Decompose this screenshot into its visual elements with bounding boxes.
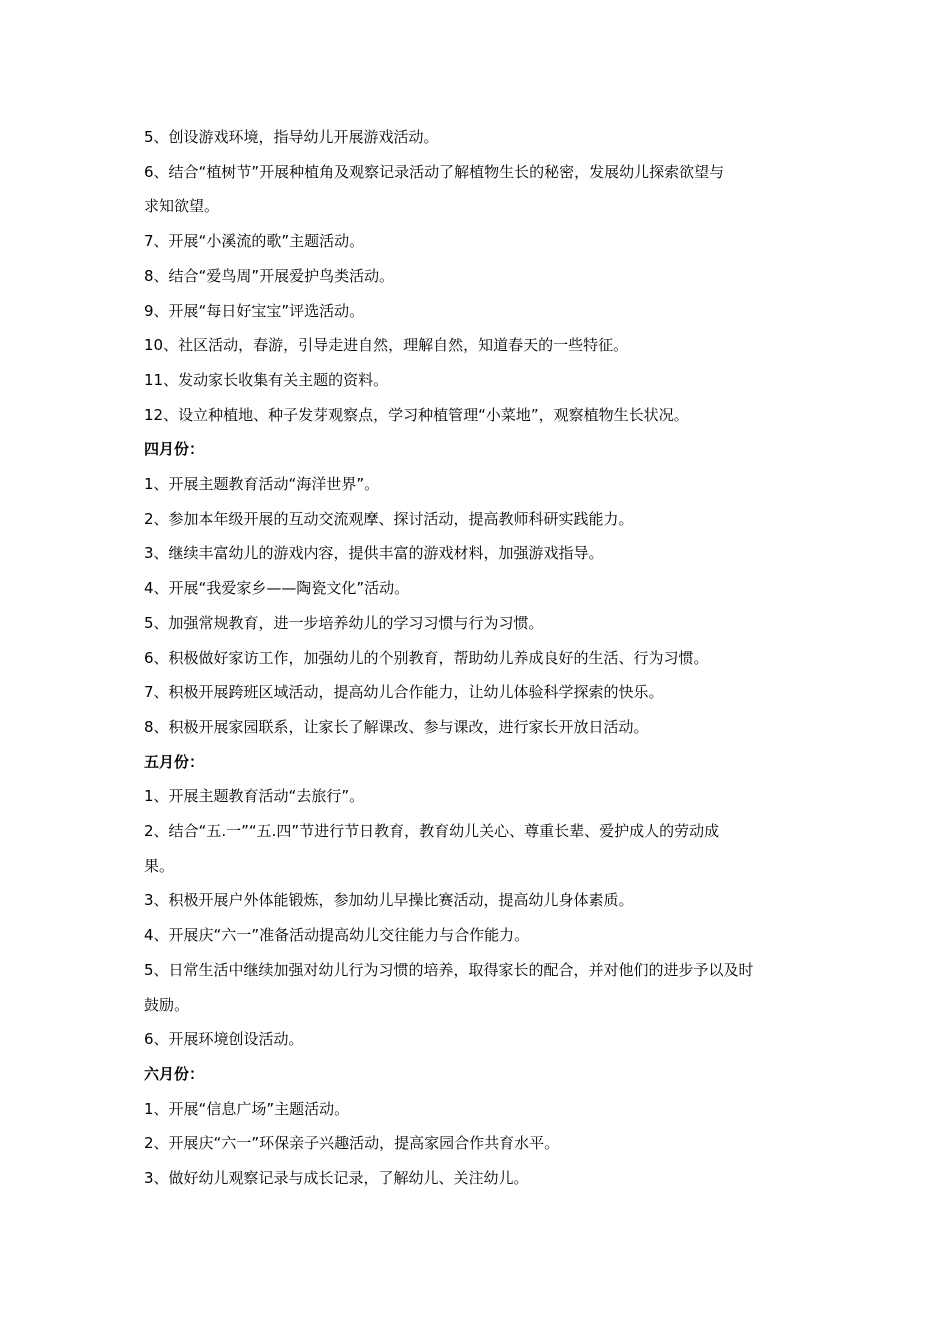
- list-item: 5、日常生活中继续加强对幼儿行为习惯的培养，取得家长的配合，并对他们的进步予以及时: [144, 960, 754, 979]
- list-item: 7、开展“小溪流的歌”主题活动。: [144, 232, 365, 251]
- list-item: 7、积极开展跨班区域活动，提高幼儿合作能力，让幼儿体验科学探索的快乐。: [144, 683, 664, 702]
- list-item: 1、开展主题教育活动“去旅行”。: [144, 787, 365, 806]
- list-item: 1、开展主题教育活动“海洋世界”。: [144, 475, 380, 494]
- section-heading: 六月份：: [144, 1064, 205, 1083]
- list-item: 5、创设游戏环境，指导幼儿开展游戏活动。: [144, 128, 439, 146]
- list-item: 11、发动家长收集有关主题的资料。: [144, 370, 389, 389]
- section-heading: 四月份：: [144, 440, 205, 459]
- list-item: 6、积极做好家访工作，加强幼儿的个别教育，帮助幼儿养成良好的生活、行为习惯。: [144, 648, 709, 667]
- list-item: 2、参加本年级开展的互动交流观摩、探讨活动，提高教师科研实践能力。: [144, 509, 634, 528]
- list-item: 3、积极开展户外体能锻炼，参加幼儿早操比赛活动，提高幼儿身体素质。: [144, 891, 634, 910]
- document-body: [144, 120, 814, 1196]
- list-item: 10、社区活动，春游，引导走进自然，理解自然，知道春天的一些特征。: [144, 336, 629, 355]
- list-item: 4、开展“我爱家乡——陶瓷文化”活动。: [144, 579, 410, 598]
- list-item: 8、积极开展家园联系，让家长了解课改、参与课改，进行家长开放日活动。: [144, 717, 649, 736]
- list-item: 8、结合“爱鸟周”开展爱护鸟类活动。: [144, 266, 395, 285]
- list-item: 2、开展庆“六一”环保亲子兴趣活动，提高家园合作共育水平。: [144, 1134, 560, 1153]
- list-item: 6、结合“植树节”开展种植角及观察记录活动了解植物生长的秘密，发展幼儿探索欲望与: [144, 162, 725, 181]
- list-item: 鼓励。: [144, 995, 190, 1014]
- list-item: 1、开展“信息广场”主题活动。: [144, 1099, 350, 1118]
- list-item: 2、结合“五.一”“五.四”节进行节日教育，教育幼儿关心、尊重长辈、爱护成人的劳动成: [144, 822, 720, 841]
- section-heading: 五月份：: [144, 752, 205, 771]
- list-item: 5、加强常规教育，进一步培养幼儿的学习习惯与行为习惯。: [144, 613, 544, 632]
- list-item: 12、设立种植地、种子发芽观察点，学习种植管理“小菜地”，观察植物生长状况。: [144, 405, 689, 424]
- list-item: 6、开展环境创设活动。: [144, 1030, 304, 1049]
- list-item: 4、开展庆“六一”准备活动提高幼儿交往能力与合作能力。: [144, 926, 530, 945]
- list-item: 果。: [144, 856, 175, 875]
- list-item: 求知欲望。: [144, 197, 220, 216]
- list-item: 3、做好幼儿观察记录与成长记录，了解幼儿、关注幼儿。: [144, 1169, 529, 1188]
- list-item: 9、开展“每日好宝宝”评选活动。: [144, 301, 365, 320]
- list-item: 3、继续丰富幼儿的游戏内容，提供丰富的游戏材料，加强游戏指导。: [144, 544, 604, 563]
